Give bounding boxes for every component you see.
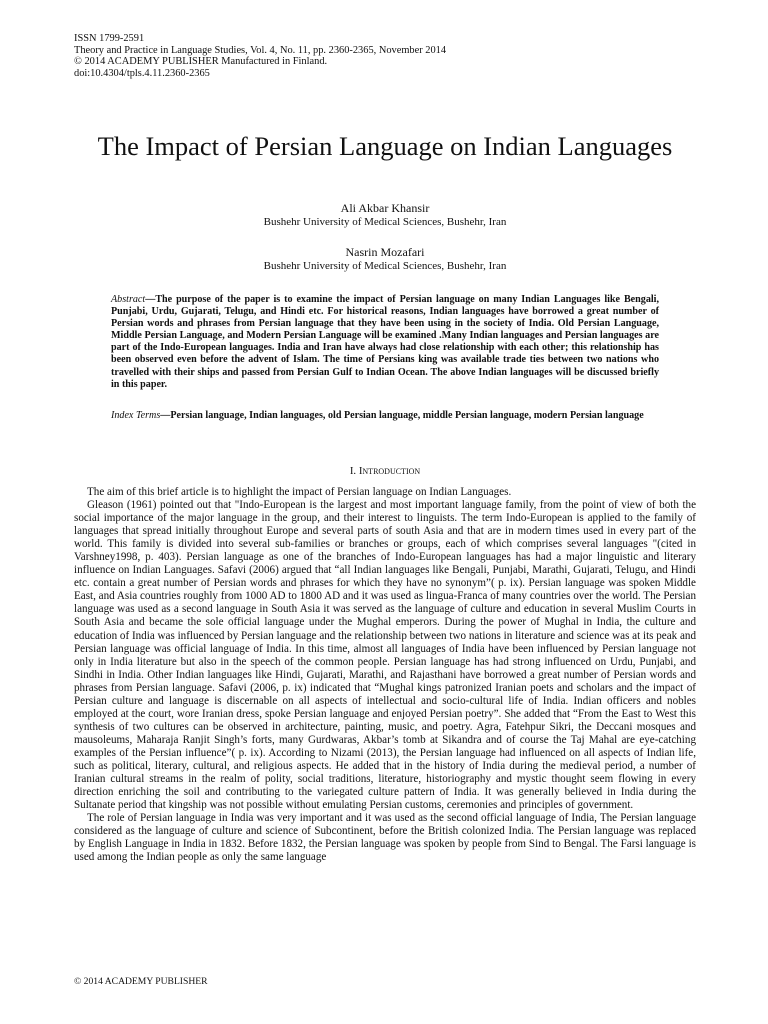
author-affiliation: Bushehr University of Medical Sciences, Bushehr, Iran	[263, 260, 507, 272]
author-name: Ali Akbar Khansir	[340, 201, 430, 215]
index-terms	[111, 410, 659, 422]
section-heading	[74, 465, 696, 478]
index-terms-label: Index Terms	[111, 410, 161, 421]
issn: ISSN 1799-2591	[74, 33, 145, 44]
author-name: Nasrin Mozafari	[345, 245, 425, 259]
paragraph: The aim of this brief article is to highlight the impact of Persian language on Indian Languages.	[87, 486, 512, 498]
body-text	[74, 486, 696, 864]
page-footer: © 2014 ACADEMY PUBLISHER	[74, 976, 208, 987]
paper-title: The Impact of Persian Language on Indian Languages	[97, 130, 673, 161]
author-affiliation: Bushehr University of Medical Sciences, Bushehr, Iran	[263, 216, 507, 228]
abstract-label: Abstract	[111, 294, 146, 305]
abstract-text: —The purpose of the paper is to examine the impact of Persian language on many Indian Languages like Bengali, Punjabi, Urdu, Gujarati, Telugu, and Hindi etc. For historical reasons, Indian languages have borrowed a great number of Persian words and phrases from Persian language that they have been using in the society of India. Old Persian Language, Middle Persian Language, and Modern Persian Language will be examined .Many Indian languages and Persian languages are part of the Indo-European languages. India and Iran have always had close relationship with each other; this relationship has been observed even before the advent of Islam. The time of Persians king was available trade ties between two nations who travelled with their ships and passed from Persian Gulf to Indian Ocean. The above Indian languages will be discussed briefly in this paper.	[111, 294, 659, 390]
journal-citation: Theory and Practice in Language Studies, Vol. 4, No. 11, pp. 2360-2365, November 2014	[74, 44, 447, 56]
section-number: I.	[349, 465, 357, 477]
paragraph: Gleason (1961) pointed out that "Indo-European is the largest and most important language family, from the point of view of both the social importance of the major language in the group, and their interest to linguists. The term Indo-European is applied to the family of languages that spread initially throughout Europe and several parts of south Asia and that are in modern times used in every part of the world. This family is divided into several sub-families or branches or groups, each of which comprises several languages "(cited in Varshney1998, p. 403). Persian language as one of the branches of Indo-European languages has had a major linguistic and literary influence on Indian Languages. Safavi (2006) argued that “all Indian languages like Bengali, Punjabi, Marathi, Gujarati, Telugu, and Hindi etc. contain a great number of Persian words and phrases for which they have no synonym”( p. ix). Persian language was spoken Middle East, and Asia countries roughly from 1000 AD to 1800 AD and it was used as lingua-Franca of many countries over the world. The Persian language was used as a second language in South Asia it was served as the language of culture and education in several Muslim Courts in South Asia and became the sole official language under the Mughal emperors. During the power of Mughal in India, the culture and education of India was influenced by Persian language and the relationship between two nations in literature and science was at its peak and Persian language was official language of India. In this time, almost all languages of India have been influenced by Persian language not only in India literature but also in the speech of the common people. Persian language has had strong influenced on Urdu, Punjabi, and Sindhi in India. Other Indian languages like Hindi, Gujarati, Marathi, and Rajasthani have borrowed a great number of Persian words and phrases from Persian language. Safavi (2006, p. ix) indicated that “Mughal kings patronized Iranian poets and scholars and the impact of Persian culture and language is discernable on all aspects of intellectual and socio-cultural life of India. Indian officers and nobles employed at the court, wore Iranian dress, spoke Persian language and enjoyed Persian poetry”. She added that “From the East to West this synthesis of two cultures can be observed in architecture, painting, music, and poetry. Agra, Fatehpur Sikri, the Deccani mosques and mausoleums, Maharaja Ranjit Singh’s forts, many Gurdwaras, Akbar’s tomb at Sikandra and of course the Taj Mahal are eye-catching examples of the Persian influence”( p. ix). According to Nizami (2013), the Persian language had influenced on all aspects of Indian life, such as political, literary, cultural, and religious aspects. He added that in the history of India during the medieval period, a number of Iranian cultural streams in the realm of polity, social traditions, literature, historiography and mystic thought seem flowing in every direction enriching the soil and contributing to the variegated culture pattern of India. It was generally believed in India during the Sultanate period that kingship was not possible without emulating Persian customs, ceremonies and principles of government.	[74, 499, 696, 812]
abstract	[111, 294, 659, 391]
index-terms-text: —Persian language, Indian languages, old Persian language, middle Persian language, modern Persian language	[160, 410, 644, 421]
paragraph: The role of Persian language in India was very important and it was used as the second official language of India, The Persian language considered as the language of culture and science of Subcontinent, before the British colonized India. The Persian language was replaced by English Language in India in 1832. Before 1832, the Persian language was spoken by people from Sind to Bengal. The Farsi language is used among the Indian people as only the same language	[74, 812, 696, 864]
section-title: Introduction	[358, 465, 421, 477]
doi: doi:10.4304/tpls.4.11.2360-2365	[74, 67, 210, 79]
copyright-line: © 2014 ACADEMY PUBLISHER Manufactured in Finland.	[74, 56, 328, 68]
publication-header	[74, 33, 446, 79]
